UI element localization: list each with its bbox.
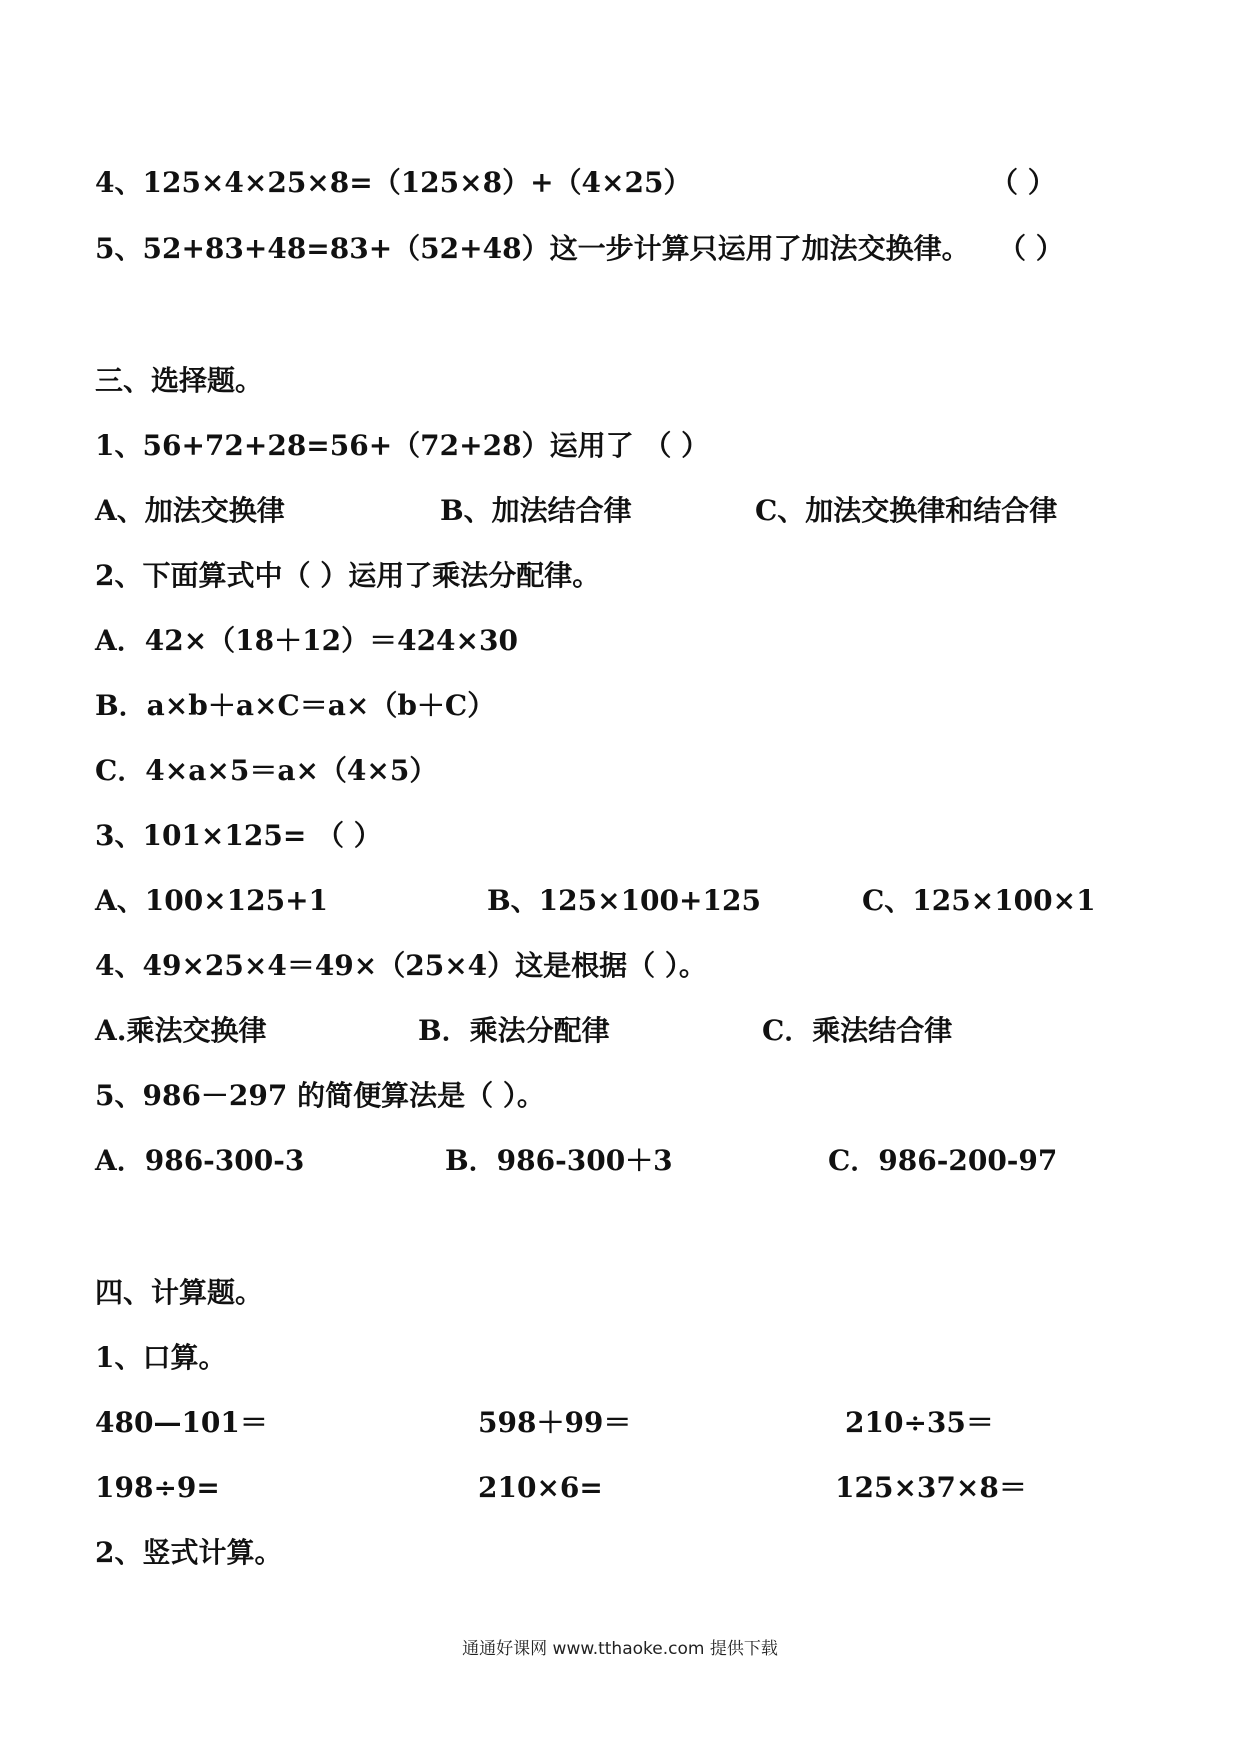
judge-q4-blank: （ ） xyxy=(990,166,1056,199)
oral-calc-item: 598＋99＝ xyxy=(478,1406,632,1439)
s3-q3-option-a: A、100×125+1 xyxy=(95,884,329,917)
s3-q1-text: 1、56+72+28=56+（72+28）运用了 （ ） xyxy=(95,429,710,462)
s3-q2-text: 2、下面算式中（ ）运用了乘法分配律。 xyxy=(95,559,601,592)
judge-q4-text: 4、125×4×25×8=（125×8）+（4×25） xyxy=(95,166,692,199)
s3-q5-option-a: A．986-300-3 xyxy=(95,1144,305,1177)
s3-q3-text: 3、101×125= （ ） xyxy=(95,819,382,852)
s4-sub1-title: 1、口算。 xyxy=(95,1341,227,1374)
s3-q4-option-a: A.乘法交换律 xyxy=(95,1014,267,1047)
s3-q1-option-a: A、加法交换律 xyxy=(95,494,285,527)
s3-q4-option-c: C．乘法结合律 xyxy=(762,1014,953,1047)
oral-calc-item: 480—101＝ xyxy=(95,1406,268,1439)
s4-sub2-title: 2、竖式计算。 xyxy=(95,1536,283,1569)
s3-q1-option-c: C、加法交换律和结合律 xyxy=(755,494,1058,527)
s3-q4-text: 4、49×25×4＝49×（25×4）这是根据（ ）。 xyxy=(95,949,707,982)
s3-q2-option-a: A．42×（18＋12）＝424×30 xyxy=(95,624,518,657)
s3-q3-option-c: C、125×100×1 xyxy=(862,884,1096,917)
s3-q5-option-c: C．986-200-97 xyxy=(828,1144,1058,1177)
oral-calc-item: 210×6= xyxy=(478,1471,603,1504)
section4-title: 四、计算题。 xyxy=(95,1276,264,1309)
section3-title: 三、选择题。 xyxy=(95,364,264,397)
oral-calc-item: 198÷9= xyxy=(95,1471,220,1504)
s3-q2-option-c: C．4×a×5＝a×（4×5） xyxy=(95,754,438,787)
s3-q4-option-b: B．乘法分配律 xyxy=(418,1014,610,1047)
s3-q1-option-b: B、加法结合律 xyxy=(440,494,632,527)
page-footer: 通通好课网 www.tthaoke.com 提供下载 xyxy=(462,1639,778,1659)
s3-q2-option-b: B．a×b＋a×C＝a×（b＋C） xyxy=(95,689,496,722)
s3-q5-option-b: B．986-300＋3 xyxy=(445,1144,673,1177)
judge-q5-text: 5、52+83+48=83+（52+48）这一步计算只运用了加法交换律。 xyxy=(95,232,970,265)
s3-q3-option-b: B、125×100+125 xyxy=(487,884,761,917)
oral-calc-item: 125×37×8＝ xyxy=(835,1471,1027,1504)
s3-q5-text: 5、986－297 的简便算法是（ ）。 xyxy=(95,1079,545,1112)
oral-calc-item: 210÷35＝ xyxy=(845,1406,994,1439)
judge-q5-blank: （ ） xyxy=(998,232,1064,265)
